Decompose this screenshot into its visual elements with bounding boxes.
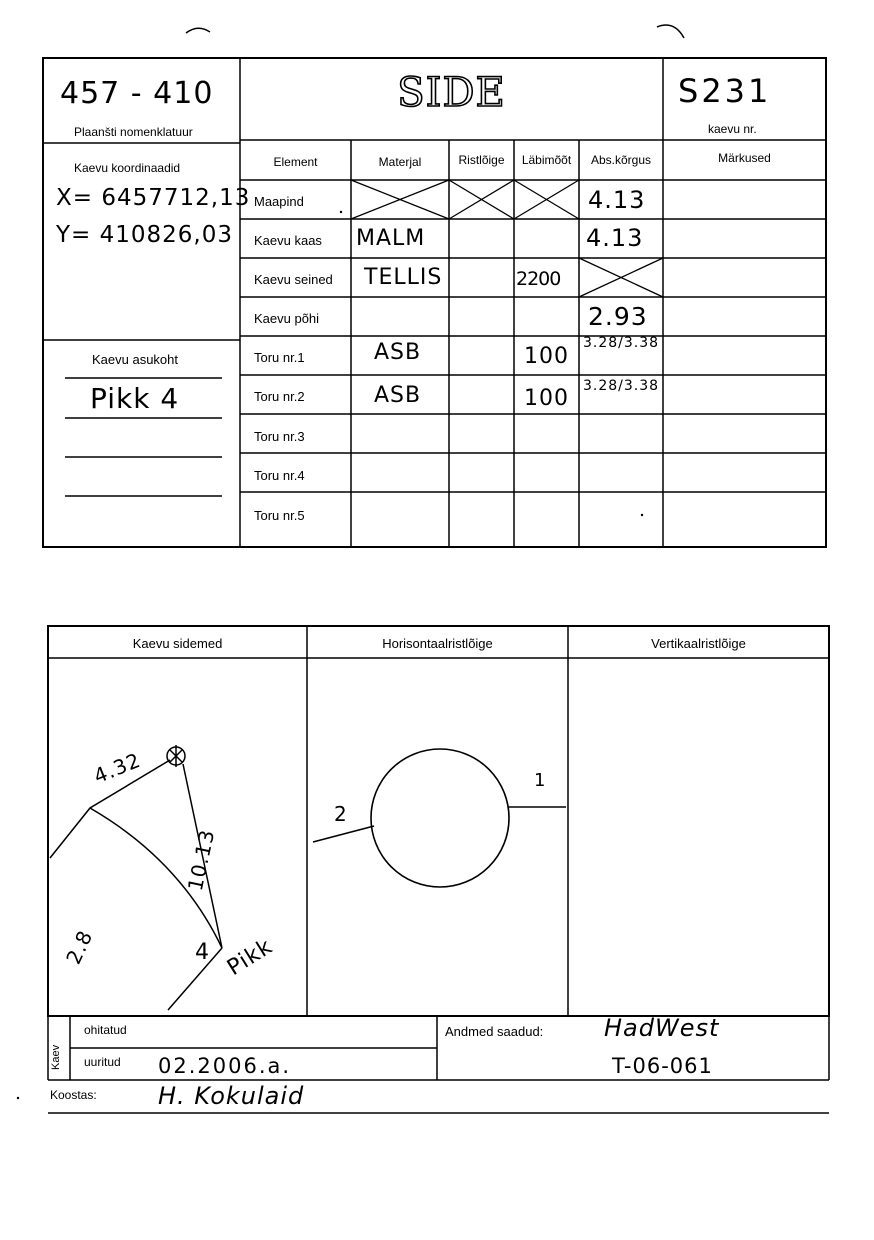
well-number-label: kaevu nr. [708, 122, 757, 136]
vertical-section-title: Vertikaalristlõige [651, 636, 746, 651]
horizontal-section-sketch [313, 749, 566, 887]
hole-mark [657, 25, 684, 38]
coordinate-y: Y= 410826,03 [56, 222, 234, 248]
row-element: Toru nr.2 [254, 389, 305, 404]
well-side-label: Kaev [50, 1044, 62, 1070]
cell-material: MALM [356, 226, 426, 251]
row-element: Toru nr.1 [254, 350, 305, 365]
col-header-abs-height: Abs.kõrgus [590, 153, 652, 167]
measured-label: uuritud [84, 1055, 121, 1069]
author-signature: H. Kokulaid [158, 1082, 305, 1110]
cell-abs-height: 4.13 [588, 186, 646, 214]
hole-mark [186, 28, 210, 33]
nomenclature-value: 457 - 410 [60, 76, 214, 111]
nomenclature-label: Plaanšti nomenklatuur [74, 125, 193, 139]
data-source-code: T-06-061 [612, 1054, 713, 1078]
col-header-cross-section: Ristlõige [458, 153, 505, 167]
row-element: Toru nr.3 [254, 429, 305, 444]
row-element: Maapind [254, 194, 304, 209]
row-element: Toru nr.5 [254, 508, 305, 523]
author-label: Koostas: [50, 1088, 97, 1102]
cell-diameter: 2200 [516, 268, 561, 290]
coordinates-label: Kaevu koordinaadid [74, 161, 181, 175]
cell-diameter: 100 [524, 386, 569, 411]
cell-diameter: 100 [524, 344, 569, 369]
coordinate-x: X= 6457712,13 [56, 185, 251, 211]
col-header-element: Element [273, 155, 318, 169]
cell-abs-height: 3.28/3.38 [583, 378, 660, 394]
col-header-material: Materjal [378, 155, 422, 169]
house-number-label: 4 [195, 940, 210, 965]
data-source-label: Andmed saadud: [445, 1024, 544, 1039]
location-value: Pikk 4 [90, 382, 180, 415]
cell-abs-height: 4.13 [586, 224, 644, 252]
col-header-diameter: Läbimõõt [521, 153, 572, 167]
row-element: Kaevu kaas [254, 233, 322, 248]
well-number-value: S231 [678, 72, 772, 110]
page-title: SIDE [397, 70, 506, 116]
cell-abs-height: 2.93 [588, 302, 648, 331]
data-source-company: HadWest [604, 1014, 720, 1042]
row-element: Kaevu seined [254, 272, 333, 287]
pipe-2-label: 2 [334, 802, 348, 826]
distance-label: 10.13 [182, 827, 220, 893]
cell-material: ASB [374, 340, 422, 365]
checked-label: ohitatud [84, 1023, 127, 1037]
cell-abs-height: 3.28/3.38 [583, 335, 660, 351]
cell-material: ASB [374, 383, 422, 408]
pipe-1-label: 1 [534, 770, 547, 791]
row-element: Kaevu põhi [254, 311, 320, 326]
distance-label: 4.32 [90, 747, 145, 789]
measured-date: 02.2006.a. [158, 1054, 292, 1078]
row-element: Toru nr.4 [254, 468, 305, 483]
horizontal-section-title: Horisontaalristlõige [382, 636, 493, 651]
col-header-notes: Märkused [718, 151, 771, 165]
connections-title: Kaevu sidemed [132, 636, 223, 651]
cell-material: TELLIS [364, 265, 443, 290]
location-label: Kaevu asukoht [92, 352, 179, 367]
distance-label: 2.8 [61, 926, 98, 968]
street-label: Pikk [223, 934, 278, 981]
